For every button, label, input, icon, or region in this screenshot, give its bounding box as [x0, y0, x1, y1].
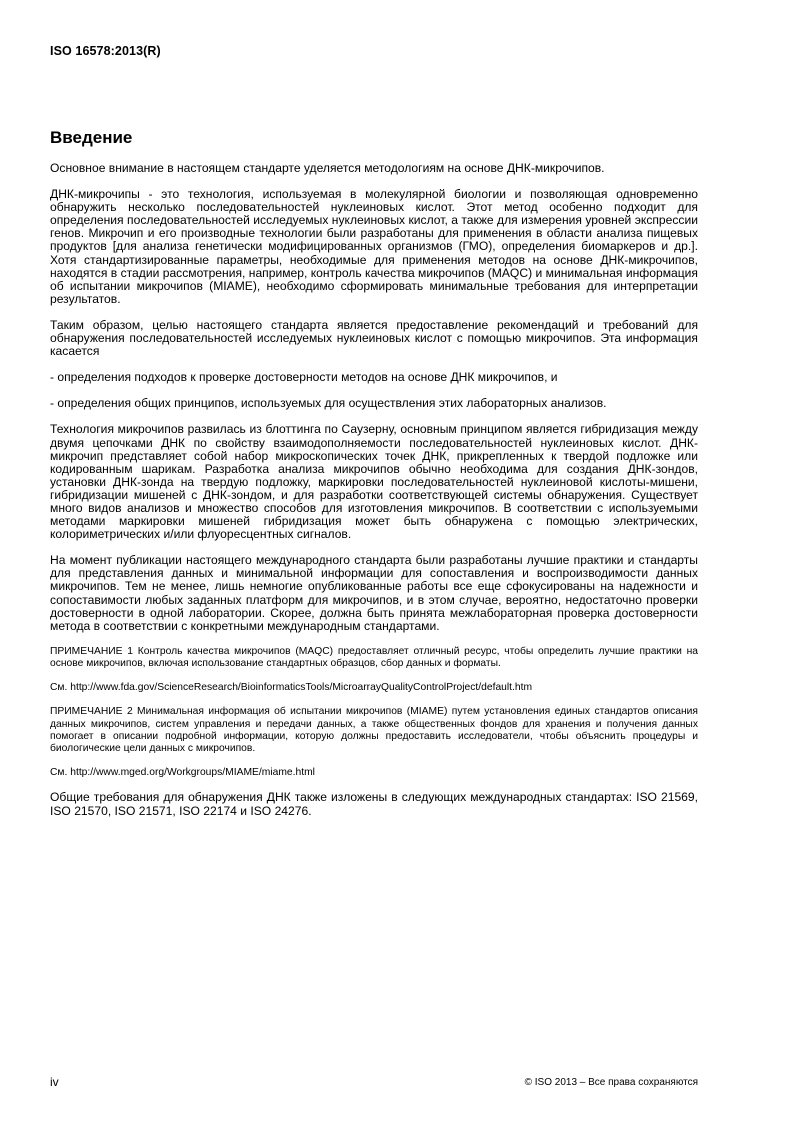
document-id: ISO 16578:2013(R) — [50, 44, 161, 58]
closing-paragraph: Общие требования для обнаружения ДНК также изложены в следующих международных стандартах: ISO 21569, ISO 21570, ISO 21571, ISO 22174 и ISO 24276. — [50, 790, 698, 818]
note-1: ПРИМЕЧАНИЕ 1 Контроль качества микрочипов (MAQC) предоставляет отличный ресурс, чтобы определить лучшие практики на основе микрочипов, включая использование стандартных образцов, сбор данных и форматы. — [50, 645, 698, 670]
paragraph: На момент публикации настоящего международного стандарта были разработаны лучшие практики и стандарты для представления данных и минимальной информации для сопоставления и воспроизводимости данных микрочипов. Тем не менее, лишь немногие опубликованные работы все еще сфокусированы на надежности и сопоставимости любых заданных платформ для микрочипов, и в этом случае, вероятно, недостаточно проверки достоверности в одной лаборатории. Скорее, должна быть принята межлабораторная проверка достоверности метода в соответствии с конкретными международным стандартами. — [50, 553, 698, 633]
section-title: Введение — [50, 128, 133, 147]
paragraph: Таким образом, целью настоящего стандарта является предоставление рекомендаций и требований для обнаружения последовательностей исследуемых нуклеиновых кислот с помощью микрочипов. Эта информация касается — [50, 317, 698, 359]
reference-link-1[interactable]: См. http://www.fda.gov/ScienceResearch/BioinformaticsTools/MicroarrayQualityControlProject/default.htm — [50, 682, 533, 694]
introduction-section — [50, 128, 698, 831]
list-item: - определения подходов к проверке достоверности методов на основе ДНК микрочипов, и — [50, 370, 558, 385]
note-2: ПРИМЕЧАНИЕ 2 Минимальная информация об испытании микрочипов (MIAME) путем установления единых стандартов описания данных микрочипов, систем управления и передачи данных, а также общественных фондов для хранения и получения данных помогает в описании подробной информации, которую должны предоставить исследователи, чтобы объяснить процедуры и биологические цели данных с микрочипов. — [50, 706, 698, 755]
page-number: iv — [50, 1075, 59, 1089]
reference-link-2[interactable]: См. http://www.mged.org/Workgroups/MIAME/miame.html — [50, 767, 315, 779]
list-item: - определения общих принципов, используемых для осуществления этих лабораторных анализов. — [50, 396, 607, 411]
paragraph: Технология микрочипов развилась из блоттинга по Саузерну, основным принципом является гибридизация между двумя цепочками ДНК по свойству взаимодополняемости последовательностей нуклеиновых кислот. ДНК-микрочип представляет собой набор микроскопических точек ДНК, прикрепленных к твердой подложке или кодированным шарикам. Разработка анализа микрочипов обычно необходима для создания ДНК-зондов, установки ДНК-зонда на твердую подложку, маркировки последовательностей нуклеиновой кислоты-мишени, гибридизации мишеней с ДНК-зондом, и для разработки соответствующей системы обнаружения. Существует много видов анализов и множество способов для изготовления микрочипов. В соответствии с используемыми методами маркировки мишеней гибридизация может быть обнаружена с помощью электрических, колориметрических и/или флуоресцентных сигналов. — [50, 422, 698, 542]
paragraph: Основное внимание в настоящем стандарте уделяется методологиям на основе ДНК-микрочипов. — [50, 161, 605, 175]
copyright-notice: © ISO 2013 – Все права сохраняются — [524, 1077, 698, 1088]
paragraph: ДНК-микрочипы - это технология, используемая в молекулярной биологии и позволяющая одновременно обнаружить несколько последовательностей нуклеиновых кислот. Этот метод особенно подходит для определения последовательностей исследуемых нуклеиновых кислот, а также для измерения уровней экспрессии генов. Микрочип и его производные технологии были разработаны для применения в области анализа пищевых продуктов [для анализа генетически модифицированных организмов (ГМО), определения биомаркеров и др.]. Хотя стандартизированные параметры, необходимые для применения методов на основе ДНК-микрочипов, находятся в стадии рассмотрения, например, контроль качества микрочипов (MAQC) и минимальная информация об испытании микрочипов (MIAME), необходимо сформировать минимальные требования для интерпретации результатов. — [50, 187, 698, 306]
